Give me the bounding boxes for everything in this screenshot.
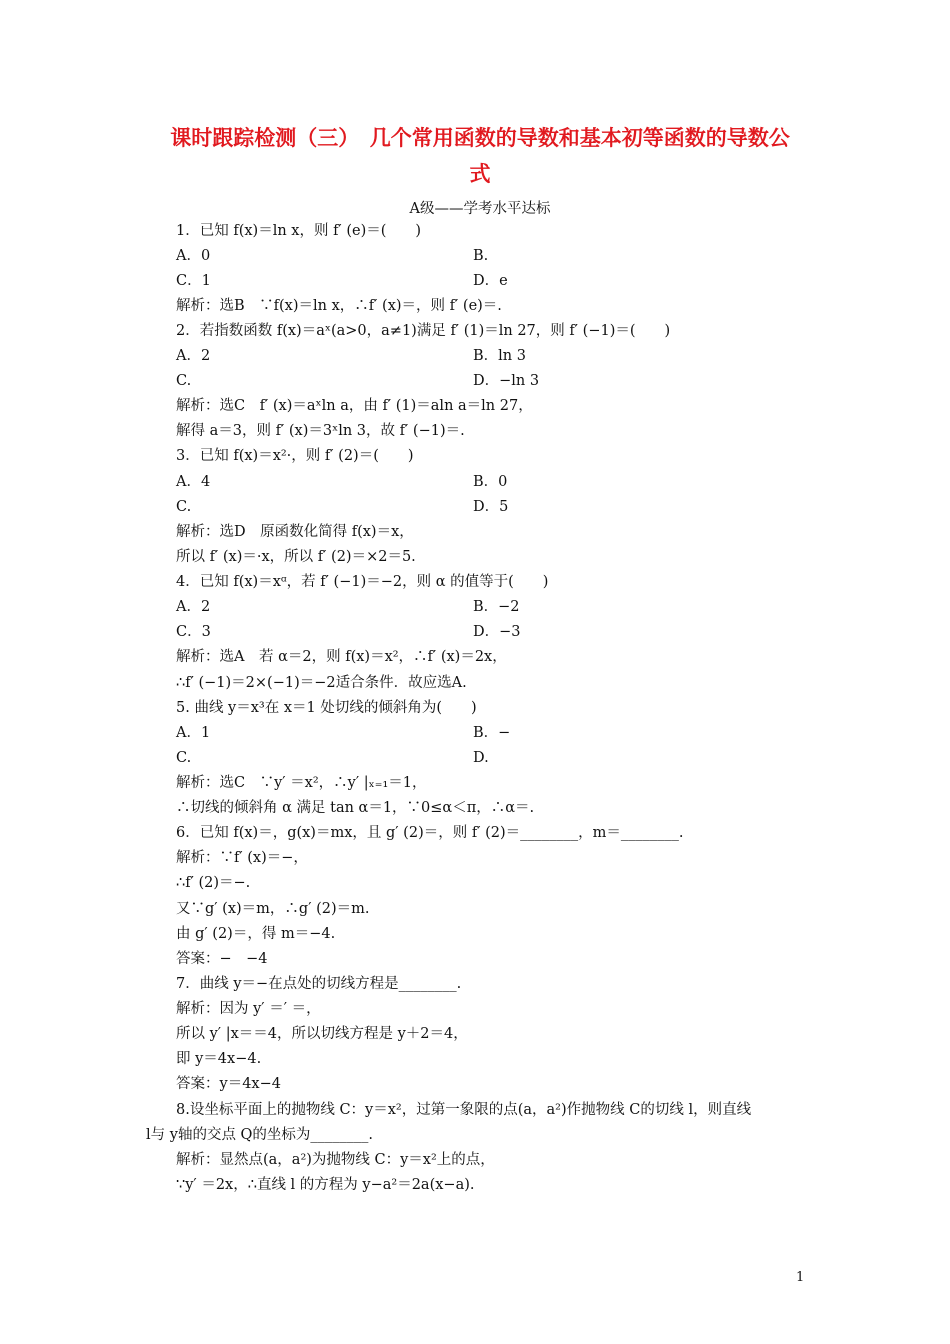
text-line: 解析：选C f′ (x)＝aˣln a，由 f′ (1)＝aln a＝ln 27， <box>176 398 533 414</box>
text-line: B. <box>473 248 489 264</box>
text-line: 由 g′ (2)＝，得 m＝−4. <box>176 926 336 942</box>
text-line: 6．已知 f(x)＝，g(x)＝mx，且 g′ (2)＝，则 f′ (2)＝________，m＝________. <box>176 825 684 841</box>
text-line: 解析：因为 y′ ＝′ ＝， <box>176 1001 321 1017</box>
page-title-line1: 课时跟踪检测（三） 几个常用函数的导数和基本初等函数的导数公 <box>170 126 790 150</box>
text-line: 5. 曲线 y＝x³在 x＝1 处切线的倾斜角为( ) <box>176 700 477 716</box>
text-line: ∵y′ ＝2x，∴直线 l 的方程为 y−a²＝2a(x−a). <box>176 1177 475 1193</box>
text-line: C．1 <box>176 273 211 289</box>
text-line: 解析：选A 若 α＝2，则 f(x)＝x²，∴f′ (x)＝2x， <box>176 649 507 665</box>
text-line: 即 y＝4x−4. <box>176 1051 262 1067</box>
page-number: 1 <box>796 1270 805 1285</box>
text-line: 解析：显然点(a，a²)为抛物线 C：y＝x²上的点， <box>176 1152 495 1168</box>
text-line: B．−2 <box>473 599 520 615</box>
text-line: 解析：选D 原函数化简得 f(x)＝x， <box>176 524 414 540</box>
text-line: 3．已知 f(x)＝x²·，则 f′ (2)＝( ) <box>176 448 414 464</box>
text-line: ∴切线的倾斜角 α 满足 tan α＝1，∵0≤α＜π，∴α＝. <box>176 800 535 816</box>
text-line: A．4 <box>176 474 211 490</box>
text-line: 4．已知 f(x)＝xᵅ，若 f′ (−1)＝−2，则 α 的值等于( ) <box>176 574 549 590</box>
text-line: 答案：− −4 <box>176 951 268 967</box>
text-line: 解析：选C ∵y′ ＝x²，∴y′ |ₓ₌₁＝1， <box>176 775 427 791</box>
section-heading: A级——学考水平达标 <box>409 201 551 217</box>
text-line: D．−ln 3 <box>473 373 540 389</box>
text-line: D．−3 <box>473 624 521 640</box>
text-line: ∴f′ (2)＝−. <box>176 875 251 891</box>
text-line: B．ln 3 <box>473 348 526 364</box>
text-line: 7．曲线 y＝−在点处的切线方程是________. <box>176 976 462 992</box>
text-line: 8.设坐标平面上的抛物线 C：y＝x²，过第一象限的点(a，a²)作抛物线 C的切线 l，则直线 <box>176 1102 752 1118</box>
text-line: A．1 <box>176 725 211 741</box>
text-line: 1．已知 f(x)＝ln x，则 f′ (e)＝( ) <box>176 223 422 239</box>
text-line: B．− <box>473 725 511 741</box>
text-line: 又∵g′ (x)＝m，∴g′ (2)＝m. <box>176 901 370 917</box>
text-line: 2．若指数函数 f(x)＝aˣ(a>0，a≠1)满足 f′ (1)＝ln 27，则 f′ (−1)＝( ) <box>176 323 671 339</box>
text-line: C. <box>176 373 192 389</box>
text-line: B．0 <box>473 474 508 490</box>
text-line: A．2 <box>176 599 211 615</box>
text-line: 解得 a＝3，则 f′ (x)＝3ˣln 3，故 f′ (−1)＝. <box>176 423 465 439</box>
text-line: C．3 <box>176 624 211 640</box>
text-line: D．5 <box>473 499 509 515</box>
text-line: l与 y轴的交点 Q的坐标为________. <box>146 1127 374 1143</box>
text-line: A．2 <box>176 348 211 364</box>
text-line: 答案：y＝4x−4 <box>176 1076 281 1092</box>
page-title-line2: 式 <box>469 162 491 186</box>
text-line: A．0 <box>176 248 211 264</box>
text-line: D．e <box>473 273 508 289</box>
text-line: 所以 f′ (x)＝·x，所以 f′ (2)＝×2＝5. <box>176 549 416 565</box>
text-line: C. <box>176 499 192 515</box>
text-line: 解析：∵f′ (x)＝−， <box>176 850 308 866</box>
text-line: 所以 y′ |x＝＝4，所以切线方程是 y＋2＝4， <box>176 1026 468 1042</box>
text-line: D. <box>473 750 489 766</box>
text-line: ∴f′ (−1)＝2×(−1)＝−2适合条件．故应选A. <box>176 675 467 691</box>
text-line: C. <box>176 750 192 766</box>
text-line: 解析：选B ∵f(x)＝ln x，∴f′ (x)＝，则 f′ (e)＝. <box>176 298 502 314</box>
